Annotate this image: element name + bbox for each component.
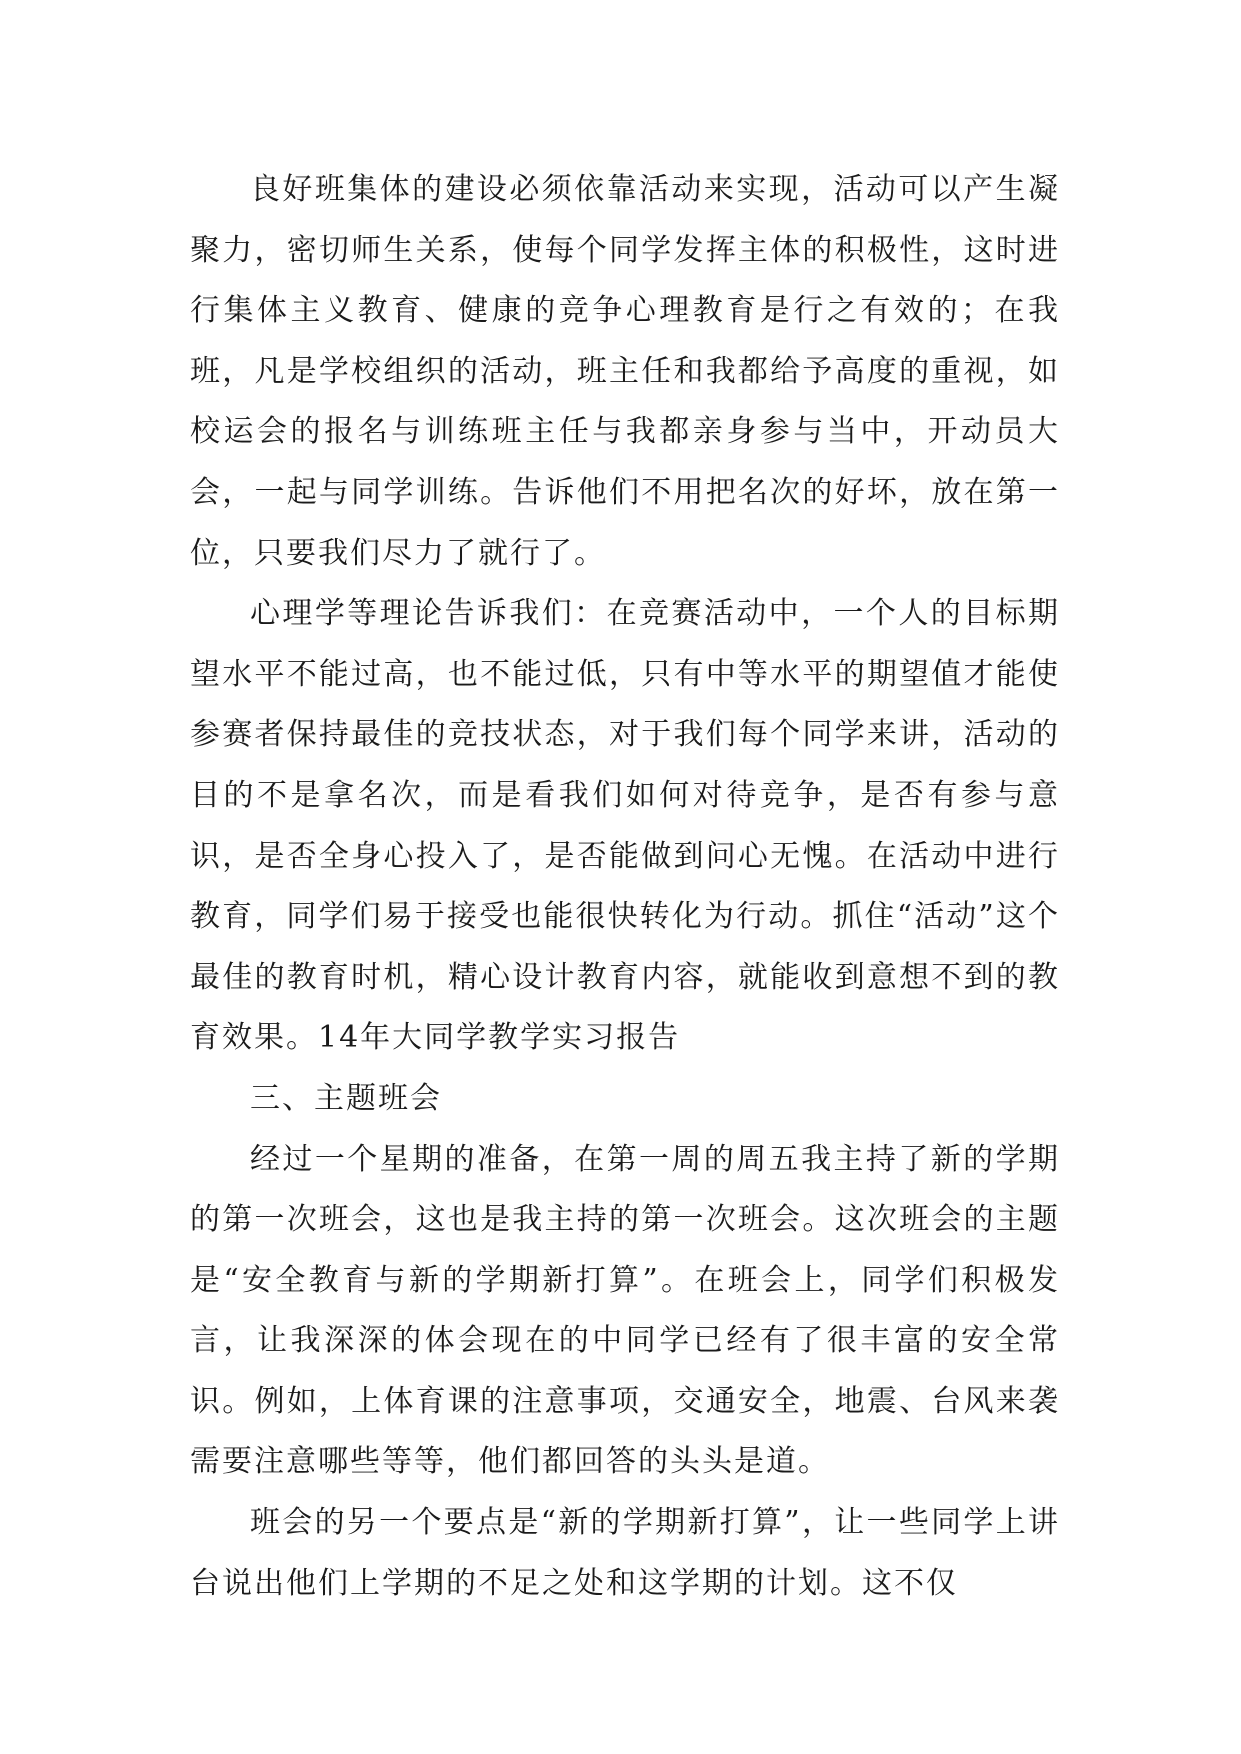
paragraph-first-meeting: 经过一个星期的准备，在第一周的周五我主持了新的学期的第一次班会，这也是我主持的第一次班会。这次班会的主题是“安全教育与新的学期新打算”。在班会上，同学们积极发言，让我深深的体会现在的中同学已经有了很丰富的安全常识。例如，上体育课的注意事项，交通安全，地震、台风来袭需要注意哪些等等，他们都回答的头头是道。 <box>190 1141 1060 1480</box>
section-heading-class-meeting: 三、主题班会 <box>250 1080 442 1116</box>
paragraph-psychology: 心理学等理论告诉我们：在竞赛活动中，一个人的目标期望水平不能过高，也不能过低，只有中等水平的期望值才能使参赛者保持最佳的竞技状态，对于我们每个同学来讲，活动的目的不是拿名次，而是看我们如何对待竞争，是否有参与意识，是否全身心投入了，是否能做到问心无愧。在活动中进行教育，同学们易于接受也能很快转化为行动。抓住“活动”这个最佳的教育时机，精心设计教育内容，就能收到意想不到的教育效果。14年大同学教学实习报告 <box>190 596 1060 1056</box>
document-body <box>190 160 1060 1614</box>
paragraph-activities: 良好班集体的建设必须依靠活动来实现，活动可以产生凝聚力，密切师生关系，使每个同学发挥主体的积极性，这时进行集体主义教育、健康的竞争心理教育是行之有效的；在我班，凡是学校组织的活动，班主任和我都给予高度的重视，如校运会的报名与训练班主任与我都亲身参与当中，开动员大会，一起与同学训练。告诉他们不用把名次的好坏，放在第一位，只要我们尽力了就行了。 <box>190 172 1060 571</box>
paragraph-new-plans: 班会的另一个要点是“新的学期新打算”，让一些同学上讲台说出他们上学期的不足之处和这学期的计划。这不仅 <box>190 1505 1060 1601</box>
